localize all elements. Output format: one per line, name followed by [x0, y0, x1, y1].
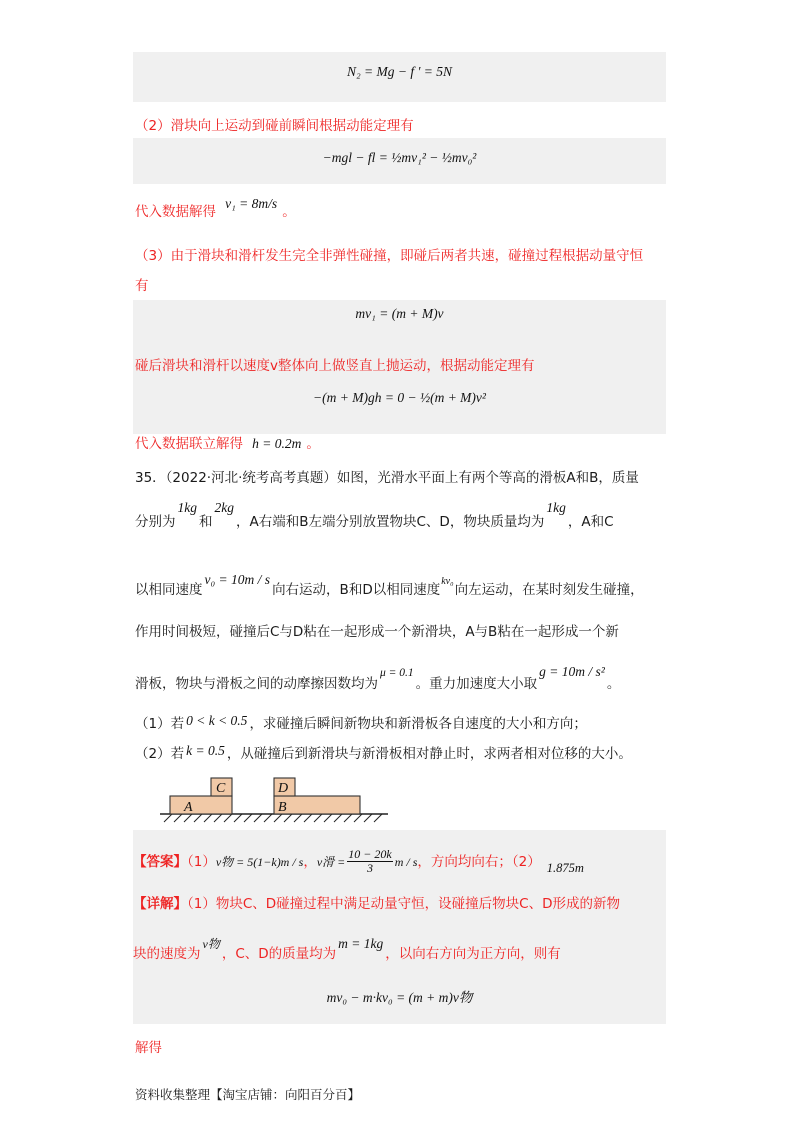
q35-m2: 2kg — [214, 500, 234, 515]
figure-blocks — [160, 774, 390, 826]
q35-line1: 35．（2022·河北·统考高考真题）如图，光滑水平面上有两个等高的滑板A和B，质量 — [135, 470, 639, 486]
equation-box-energy2 — [133, 344, 666, 434]
label-c: C — [216, 781, 226, 796]
q35-line5-c: 。 — [606, 676, 621, 692]
q35-line2-a: 分别为 — [135, 514, 176, 530]
q35-mu: μ = 0.1 — [380, 667, 414, 679]
q35-g: g = 10m / s² — [539, 664, 605, 679]
answer-val2: 1.875m — [546, 861, 584, 876]
answer-sep: ， — [303, 854, 317, 871]
q35-m1: 1kg — [177, 500, 197, 515]
answer-v2-frac — [347, 848, 392, 875]
sub-result2 — [135, 432, 320, 452]
step3-line1: （3）由于滑块和滑杆发生完全非弹性碰撞，即碰后两者共速，碰撞过程根据动量守恒 — [135, 248, 644, 264]
detail-line2 — [133, 936, 561, 962]
solve-label: 解得 — [135, 1040, 162, 1056]
equation-box-momentum1 — [133, 300, 666, 344]
sub-result1-prefix: 代入数据解得 — [135, 204, 216, 220]
equation-energy2: −(m + M)gh = 0 − ½(m + M)v² — [313, 390, 486, 405]
q35-v0: v₀ = 10m / s — [204, 572, 271, 587]
after-collision-text: 碰后滑块和滑杆以速度v整体向上做竖直上抛运动，根据动能定理有 — [135, 358, 535, 374]
q35-m3: 1kg — [546, 500, 566, 515]
detail-line2-b: ，C、D的质量均为 — [221, 946, 337, 962]
label-b: B — [278, 800, 287, 815]
q35-sub1-a: （1）若 — [135, 716, 185, 732]
detail-label: 【详解】 — [133, 896, 187, 912]
q35-sub2-b: ，从碰撞后到新滑块与新滑板相对静止时，求两者相对位移的大小。 — [226, 746, 632, 762]
answer-dir: ，方向均向右；（2） — [417, 854, 541, 871]
answer-v2-den: 3 — [367, 861, 374, 876]
q35-line2-c: ，A右端和B左端分别放置物块C、D，物块质量均为 — [236, 514, 545, 530]
sub-result2-math: h = 0.2m — [252, 436, 302, 451]
answer-line — [133, 848, 584, 875]
q35-line2-b: 和 — [199, 514, 213, 530]
detail-line1 — [133, 892, 620, 912]
q35-line3-c: 向左运动，在某时刻发生碰撞， — [454, 582, 644, 598]
q35-sub1-math: 0 < k < 0.5 — [186, 713, 248, 728]
equation-n2: N₂ = Mg − f ′ = 5N — [346, 64, 453, 79]
answer-v2-unit: m / s — [394, 855, 418, 870]
equation-momentum2: mv₀ − m·kv₀ = (m + m)v物 — [326, 990, 473, 1005]
footer-text: 资料收集整理【淘宝店铺：向阳百分百】 — [135, 1087, 361, 1102]
detail-line1-text: （1）物块C、D碰撞过程中满足动量守恒，设碰撞后物块C、D形成的新物 — [187, 896, 620, 912]
detail-vsym: v物 — [202, 937, 220, 951]
q35-line3-a: 以相同速度 — [135, 582, 203, 598]
label-d: D — [278, 781, 289, 796]
answer-box — [133, 830, 666, 1024]
detail-line2-a: 块的速度为 — [133, 946, 201, 962]
q35-kv0: kv₀ — [441, 576, 454, 587]
answer-label: 【答案】 — [133, 854, 187, 871]
answer-v2-lhs: v滑 = — [316, 855, 346, 870]
q35-sub2 — [135, 742, 632, 762]
q35-sub1-b: ，求碰撞后瞬间新物块和新滑板各自速度的大小和方向； — [249, 716, 587, 732]
equation-energy1: −mgl − fl = ½mv₁² − ½mv₀² — [322, 150, 477, 165]
q35-line5-b: 。重力加速度大小取 — [415, 676, 538, 692]
q35-line5-a: 滑板，物块与滑板之间的动摩擦因数均为 — [135, 676, 378, 692]
block-a — [170, 796, 232, 814]
answer-v1: v物 = 5(1−k)m / s — [215, 855, 304, 870]
sub-result2-suffix: 。 — [306, 436, 320, 452]
q35-line4: 作用时间极短，碰撞后C与D粘在一起形成一个新滑块，A与B粘在一起形成一个新 — [135, 624, 619, 640]
q35-sub1 — [135, 712, 587, 732]
detail-line2-c: ，以向右方向为正方向，则有 — [385, 946, 561, 962]
answer-p1: （1） — [187, 854, 216, 871]
equation-momentum1: mv₁ = (m + M)v — [355, 306, 444, 321]
sub-result1 — [135, 196, 296, 220]
q35-line3-b: 向右运动，B和D以相同速度 — [272, 582, 441, 598]
block-b — [274, 796, 360, 814]
step2-label: （2）滑块向上运动到碰前瞬间根据动能定理有 — [135, 118, 414, 134]
label-a: A — [184, 800, 193, 815]
sub-result2-prefix: 代入数据联立解得 — [135, 436, 243, 452]
q35-sub2-a: （2）若 — [135, 746, 185, 762]
q35-line5 — [135, 664, 621, 692]
sub-result1-suffix: 。 — [282, 204, 296, 220]
sub-result1-math: v₁ = 8m/s — [225, 196, 278, 211]
q35-line2-d: ，A和C — [567, 514, 614, 530]
equation-box-n2 — [133, 52, 666, 102]
step3-line2: 有 — [135, 278, 149, 294]
q35-line3 — [135, 572, 644, 598]
detail-m: m = 1kg — [338, 936, 384, 951]
q35-line2 — [135, 500, 614, 530]
ground-hatch — [164, 814, 382, 822]
q35-sub2-math: k = 0.5 — [186, 743, 225, 758]
equation-box-energy1 — [133, 138, 666, 184]
answer-v2-num: 10 − 20k — [348, 847, 392, 861]
